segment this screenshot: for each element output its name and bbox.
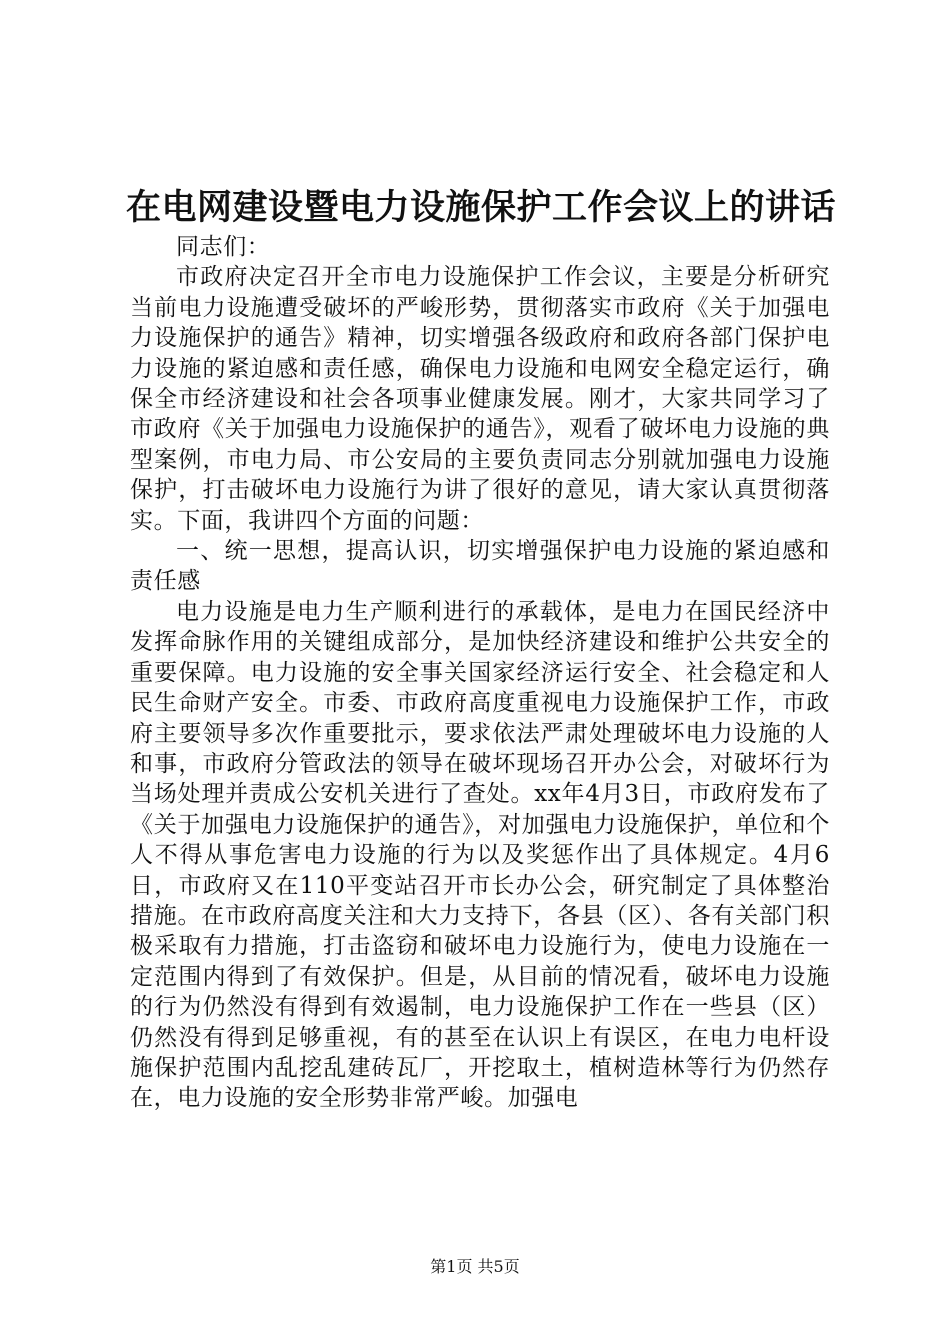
page-footer: 第1页 共5页	[430, 1257, 520, 1276]
paragraph-section-1: 电力设施是电力生产顺利进行的承载体，是电力在国民经济中发挥命脉作用的关键组成部分，是加快经济建设和维护公共安全的重要保障。电力设施的安全事关国家经济运行安全、社会稳定和人民生命财产安全。市委、市政府高度重视电力设施保护工作，市政府主要领导多次作重要批示，要求依法严肃处理破坏电力设施的人和事，市政府分管政法的领导在破坏现场召开办公会，对破坏行为当场处理并责成公安机关进行了查处。xx年4月3日，市政府发布了《关于加强电力设施保护的通告》，对加强电力设施保护，单位和个人不得从事危害电力设施的行为以及奖惩作出了具体规定。4月6日，市政府又在110平变站召开市长办公会，研究制定了具体整治措施。在市政府高度关注和大力支持下，各县（区）、各有关部门积极采取有力措施，打击盗窃和破坏电力设施行为，使电力设施在一定范围内得到了有效保护。但是，从目前的情况看，破坏电力设施的行为仍然没有得到有效遏制，电力设施保护工作在一些县（区）仍然没有得到足够重视，有的甚至在认识上有误区，在电力电杆设施保护范围内乱挖乱建砖瓦厂，开挖取土，植树造林等行为仍然存在，电力设施的安全形势非常严峻。加强电	[130, 598, 830, 1112]
document-body	[130, 232, 830, 1114]
salutation: 同志们：	[176, 234, 271, 260]
section-heading-1: 一、统一思想，提高认识，切实增强保护电力设施的紧迫感和责任感	[130, 538, 830, 595]
paragraph-intro: 市政府决定召开全市电力设施保护工作会议，主要是分析研究当前电力设施遭受破坏的严峻形势，贯彻落实市政府《关于加强电力设施保护的通告》精神，切实增强各级政府和政府各部门保护电力设施的紧迫感和责任感，确保电力设施和电网安全稳定运行，确保全市经济建设和社会各项事业健康发展。刚才，大家共同学习了市政府《关于加强电力设施保护的通告》，观看了破坏电力设施的典型案例，市电力局、市公安局的主要负责同志分别就加强电力设施保护，打击破坏电力设施行为讲了很好的意见，请大家认真贯彻落实。下面，我讲四个方面的问题：	[130, 264, 830, 534]
document-title: 在电网建设暨电力设施保护工作会议上的讲话	[126, 187, 837, 228]
